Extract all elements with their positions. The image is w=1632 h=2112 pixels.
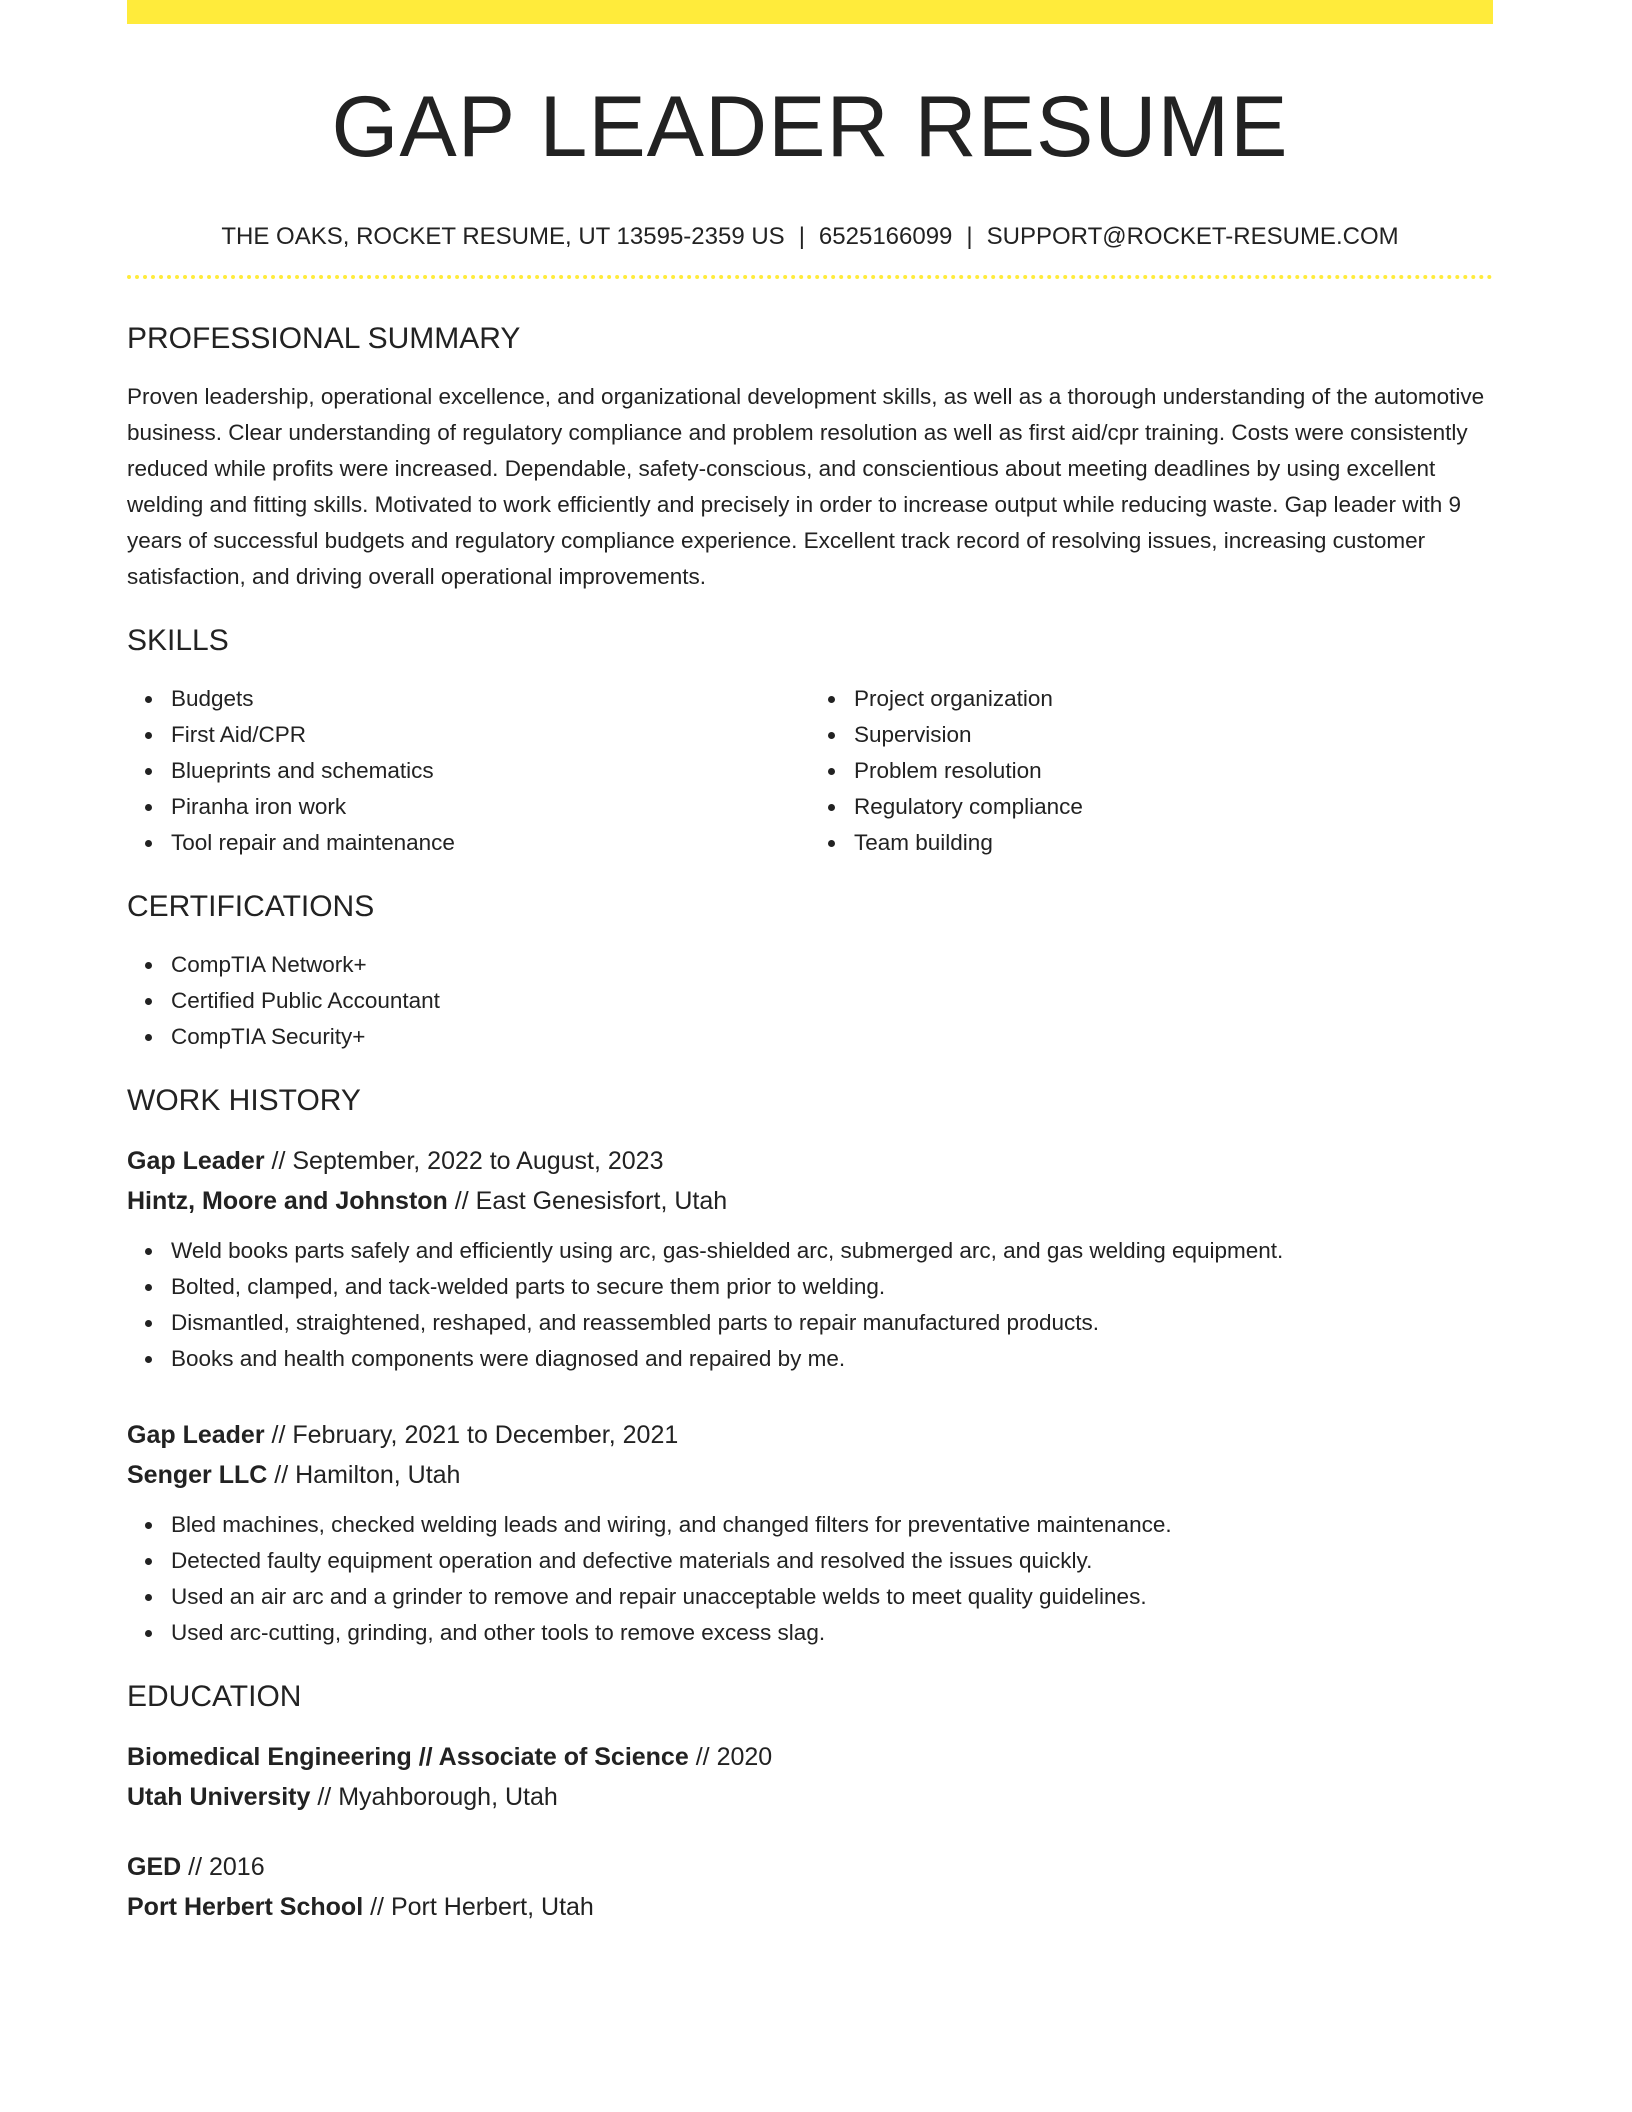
phone: 6525166099 [818, 222, 953, 250]
job-separator: // [454, 1186, 469, 1215]
job-location: East Genesisfort, Utah [475, 1186, 728, 1215]
job-duty: Dismantled, straightened, reshaped, and reassembled parts to repair manufactured products. [171, 1305, 1493, 1341]
education-degree-line [127, 1737, 1493, 1777]
education-year: 2016 [209, 1852, 265, 1881]
skills-grid [127, 681, 1493, 861]
job-dates: September, 2022 to August, 2023 [292, 1146, 664, 1175]
work-history-heading: WORK HISTORY [127, 1083, 361, 1117]
certification-item: CompTIA Security+ [171, 1019, 1493, 1055]
job-duty: Used an air arc and a grinder to remove and repair unacceptable welds to meet quality guidelines. [171, 1579, 1493, 1615]
education-degree: Biomedical Engineering // Associate of Science [127, 1742, 689, 1771]
job-entry [127, 1415, 1493, 1651]
education-entry [127, 1737, 1493, 1817]
certifications-list [127, 947, 1493, 1055]
skills-list-left [127, 681, 810, 861]
job-duty: Weld books parts safely and efficiently using arc, gas-shielded arc, submerged arc, and gas welding equipment. [171, 1233, 1493, 1269]
job-duty: Bled machines, checked welding leads and wiring, and changed filters for preventative maintenance. [171, 1507, 1493, 1543]
job-company-line [127, 1455, 1493, 1495]
job-duty: Detected faulty equipment operation and defective materials and resolved the issues quickly. [171, 1543, 1493, 1579]
skill-item: Problem resolution [854, 753, 1493, 789]
job-role: Gap Leader [127, 1146, 265, 1175]
education-degree: GED [127, 1852, 182, 1881]
skills-heading: SKILLS [127, 623, 229, 657]
job-separator: // [271, 1146, 286, 1175]
job-separator: // [274, 1460, 289, 1489]
education-entry [127, 1847, 1493, 1927]
top-accent-bar [127, 0, 1493, 24]
certifications-heading: CERTIFICATIONS [127, 889, 375, 923]
skill-item: Team building [854, 825, 1493, 861]
address: THE OAKS, ROCKET RESUME, UT 13595-2359 US [221, 222, 785, 250]
skill-item: Piranha iron work [171, 789, 810, 825]
work-history-section [127, 1081, 1493, 1651]
skill-item: Blueprints and schematics [171, 753, 810, 789]
skill-item: Project organization [854, 681, 1493, 717]
job-title-line [127, 1415, 1493, 1455]
skill-item: First Aid/CPR [171, 717, 810, 753]
education-year: 2020 [716, 1742, 773, 1771]
certification-item: CompTIA Network+ [171, 947, 1493, 983]
education-school-line [127, 1887, 1493, 1927]
job-duties-list [127, 1507, 1493, 1651]
job-company: Hintz, Moore and Johnston [127, 1186, 448, 1215]
skills-section [127, 621, 1493, 861]
education-separator: // [188, 1852, 203, 1881]
contact-separator: | [966, 222, 973, 250]
job-company: Senger LLC [127, 1460, 268, 1489]
contact-separator: | [798, 222, 805, 250]
skill-item: Regulatory compliance [854, 789, 1493, 825]
skills-list-right [810, 681, 1493, 861]
job-separator: // [271, 1420, 286, 1449]
education-school: Utah University [127, 1782, 311, 1811]
resume-page [127, 0, 1493, 1927]
education-school-line [127, 1777, 1493, 1817]
job-duty: Used arc-cutting, grinding, and other tools to remove excess slag. [171, 1615, 1493, 1651]
job-duty: Books and health components were diagnosed and repaired by me. [171, 1341, 1493, 1377]
education-location: Port Herbert, Utah [390, 1892, 594, 1921]
education-section [127, 1677, 1493, 1927]
contact-line [127, 221, 1493, 253]
certifications-section [127, 887, 1493, 1055]
education-heading: EDUCATION [127, 1679, 302, 1713]
education-separator: // [695, 1742, 710, 1771]
resume-title: GAP LEADER RESUME [331, 79, 1289, 175]
summary-text: Proven leadership, operational excellence, and organizational development skills, as well as a thorough understanding of the automotive business. Clear understanding of regulatory compliance and problem resolution as well as first aid/cpr training. Costs were consistently reduced while profits were increased. Dependable, safety-conscious, and conscientious about meeting deadlines by using excellent welding and fitting skills. Motivated to work efficiently and precisely in order to increase output while reducing waste. Gap leader with 9 years of successful budgets and regulatory compliance experience. Excellent track record of resolving issues, increasing customer satisfaction, and driving overall operational improvements. [127, 383, 1485, 589]
skill-item: Budgets [171, 681, 810, 717]
education-school: Port Herbert School [127, 1892, 364, 1921]
certification-item: Certified Public Accountant [171, 983, 1493, 1019]
education-separator: // [317, 1782, 332, 1811]
education-separator: // [370, 1892, 385, 1921]
summary-section [127, 319, 1493, 595]
summary-heading: PROFESSIONAL SUMMARY [127, 321, 521, 355]
job-location: Hamilton, Utah [295, 1460, 461, 1489]
job-duties-list [127, 1233, 1493, 1377]
education-location: Myahborough, Utah [338, 1782, 558, 1811]
job-entry [127, 1141, 1493, 1377]
education-degree-line [127, 1847, 1493, 1887]
job-company-line [127, 1181, 1493, 1221]
skill-item: Tool repair and maintenance [171, 825, 810, 861]
job-dates: February, 2021 to December, 2021 [292, 1420, 679, 1449]
job-duty: Bolted, clamped, and tack-welded parts to secure them prior to welding. [171, 1269, 1493, 1305]
job-title-line [127, 1141, 1493, 1181]
header-divider [127, 275, 1493, 279]
email: SUPPORT@ROCKET-RESUME.COM [986, 222, 1399, 250]
job-role: Gap Leader [127, 1420, 265, 1449]
skill-item: Supervision [854, 717, 1493, 753]
